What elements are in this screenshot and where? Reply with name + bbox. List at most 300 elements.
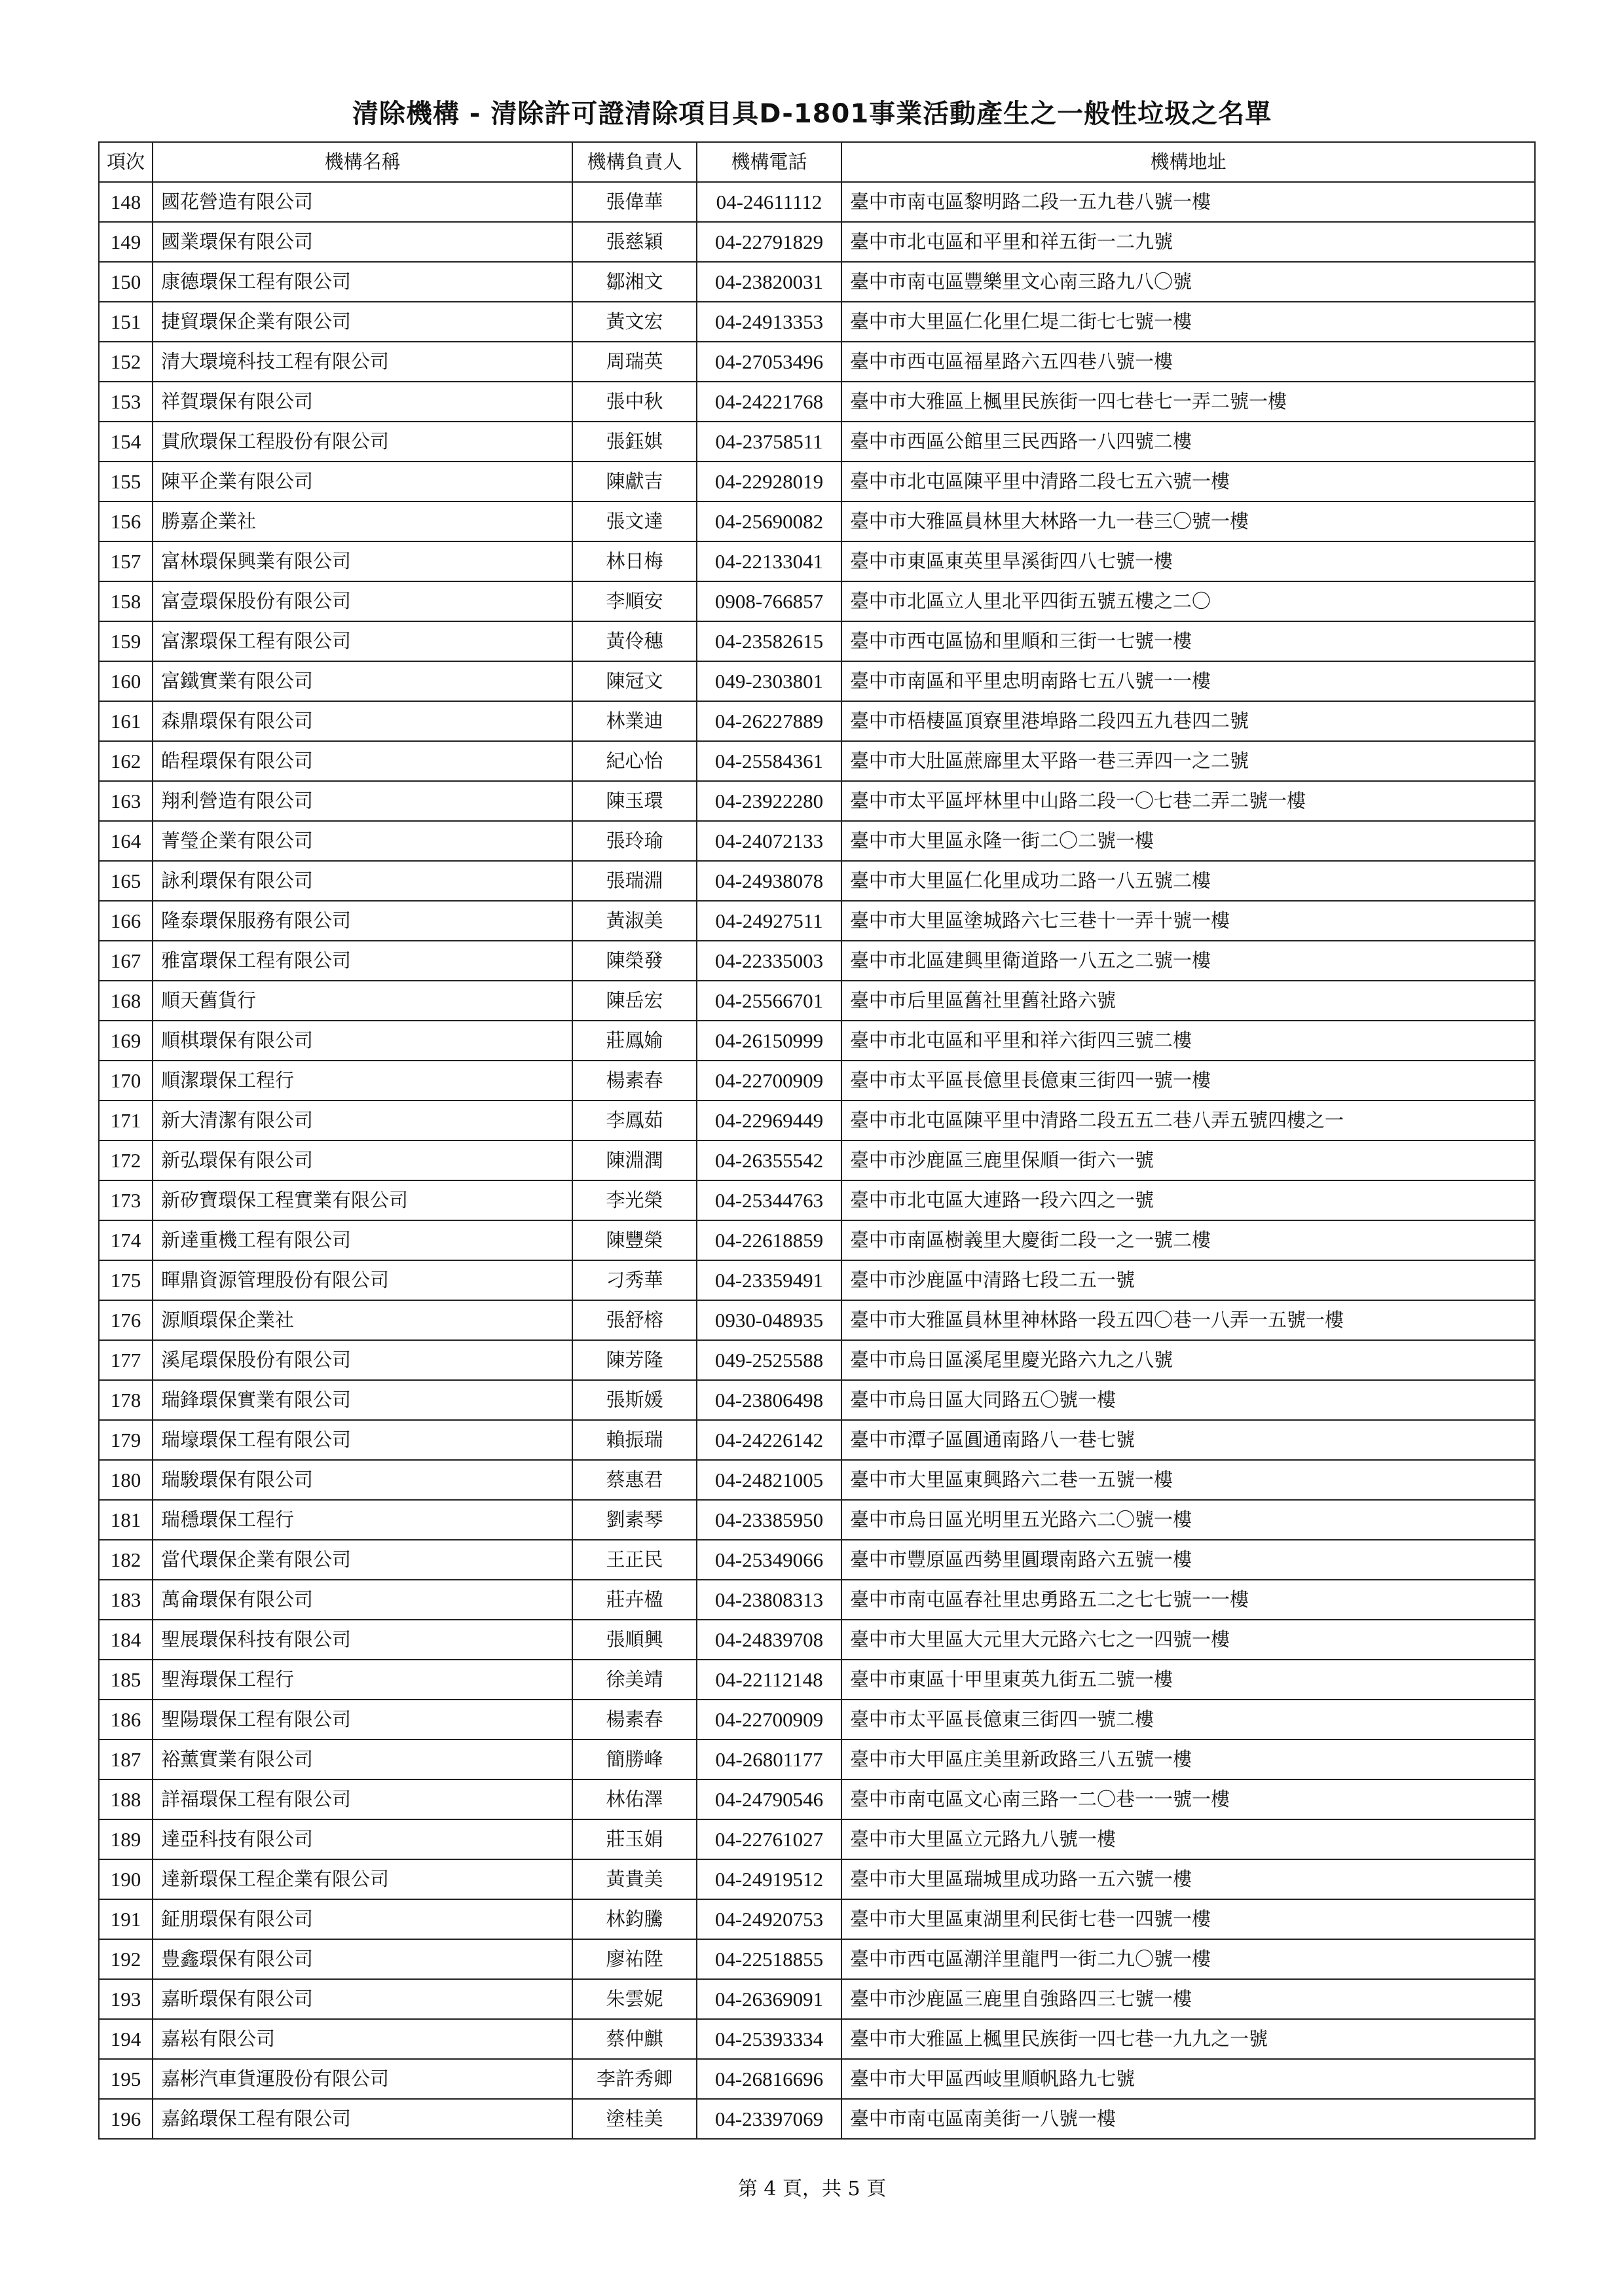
cell-name: 達亞科技有限公司 <box>153 1819 572 1859</box>
cell-address: 臺中市大里區塗城路六七三巷十一弄十號一樓 <box>841 901 1535 941</box>
table-row <box>99 182 1535 222</box>
cell-no: 163 <box>99 781 153 821</box>
table-row <box>99 1101 1535 1140</box>
cell-person: 陳岳宏 <box>572 981 697 1021</box>
cell-person: 陳淵潤 <box>572 1140 697 1180</box>
cell-address: 臺中市東區東英里旱溪街四八七號一樓 <box>841 541 1535 581</box>
cell-address: 臺中市烏日區大同路五〇號一樓 <box>841 1380 1535 1420</box>
cell-address: 臺中市大里區仁化里仁堤二街七七號一樓 <box>841 302 1535 342</box>
cell-no: 150 <box>99 262 153 302</box>
cell-person: 陳芳隆 <box>572 1340 697 1380</box>
cell-name: 富壹環保股份有限公司 <box>153 581 572 621</box>
cell-name: 嘉銘環保工程有限公司 <box>153 2099 572 2139</box>
cell-address: 臺中市大里區仁化里成功二路一八五號二樓 <box>841 861 1535 901</box>
table-row <box>99 501 1535 541</box>
cell-person: 廖祐陞 <box>572 1939 697 1979</box>
cell-address: 臺中市豐原區西勢里圓環南路六五號一樓 <box>841 1540 1535 1580</box>
cell-name: 聖陽環保工程有限公司 <box>153 1700 572 1740</box>
cell-no: 159 <box>99 621 153 661</box>
cell-phone: 04-23582615 <box>697 621 841 661</box>
table-row <box>99 1899 1535 1939</box>
cell-name: 富林環保興業有限公司 <box>153 541 572 581</box>
cell-no: 167 <box>99 941 153 981</box>
cell-address: 臺中市大雅區上楓里民族街一四七巷七一弄二號一樓 <box>841 382 1535 422</box>
cell-name: 貫欣環保工程股份有限公司 <box>153 422 572 462</box>
cell-person: 楊素春 <box>572 1061 697 1101</box>
cell-phone: 04-26816696 <box>697 2059 841 2099</box>
cell-person: 李許秀卿 <box>572 2059 697 2099</box>
cell-person: 莊玉娟 <box>572 1819 697 1859</box>
cell-person: 陳榮發 <box>572 941 697 981</box>
cell-name: 雅富環保工程有限公司 <box>153 941 572 981</box>
cell-no: 180 <box>99 1460 153 1500</box>
cell-no: 196 <box>99 2099 153 2139</box>
cell-person: 李順安 <box>572 581 697 621</box>
table-row <box>99 1180 1535 1220</box>
cell-no: 152 <box>99 342 153 382</box>
cell-person: 黃文宏 <box>572 302 697 342</box>
cell-name: 裕薰實業有限公司 <box>153 1740 572 1779</box>
table-row <box>99 1779 1535 1819</box>
cell-person: 鄒湘文 <box>572 262 697 302</box>
cell-address: 臺中市南區和平里忠明南路七五八號一一樓 <box>841 661 1535 701</box>
cell-phone: 04-22761027 <box>697 1819 841 1859</box>
cell-address: 臺中市南屯區南美街一八號一樓 <box>841 2099 1535 2139</box>
cell-name: 順天舊貨行 <box>153 981 572 1021</box>
table-row <box>99 661 1535 701</box>
table-row <box>99 1859 1535 1899</box>
cell-phone: 04-24920753 <box>697 1899 841 1939</box>
cell-no: 155 <box>99 462 153 501</box>
table-row <box>99 1260 1535 1300</box>
table-row <box>99 901 1535 941</box>
cell-address: 臺中市沙鹿區三鹿里自強路四三七號一樓 <box>841 1979 1535 2019</box>
table-row <box>99 2099 1535 2139</box>
cell-name: 萬侖環保有限公司 <box>153 1580 572 1620</box>
cell-person: 蔡惠君 <box>572 1460 697 1500</box>
cell-phone: 04-23359491 <box>697 1260 841 1300</box>
cell-phone: 04-25393334 <box>697 2019 841 2059</box>
cell-no: 183 <box>99 1580 153 1620</box>
cell-phone: 04-26355542 <box>697 1140 841 1180</box>
header-person: 機構負責人 <box>572 142 697 182</box>
cell-no: 179 <box>99 1420 153 1460</box>
cell-name: 順潔環保工程行 <box>153 1061 572 1101</box>
table-row <box>99 262 1535 302</box>
header-address: 機構地址 <box>841 142 1535 182</box>
cell-address: 臺中市大里區東湖里利民街七巷一四號一樓 <box>841 1899 1535 1939</box>
cell-address: 臺中市西屯區潮洋里龍門一街二九〇號一樓 <box>841 1939 1535 1979</box>
cell-person: 張順興 <box>572 1620 697 1660</box>
cell-address: 臺中市大甲區庄美里新政路三八五號一樓 <box>841 1740 1535 1779</box>
cell-phone: 04-23922280 <box>697 781 841 821</box>
cell-no: 188 <box>99 1779 153 1819</box>
cell-phone: 04-26150999 <box>697 1021 841 1061</box>
cell-person: 黃淑美 <box>572 901 697 941</box>
cell-address: 臺中市潭子區圓通南路八一巷七號 <box>841 1420 1535 1460</box>
cell-person: 張瑞淵 <box>572 861 697 901</box>
cell-no: 191 <box>99 1899 153 1939</box>
cell-name: 新矽寶環保工程實業有限公司 <box>153 1180 572 1220</box>
cell-no: 164 <box>99 821 153 861</box>
cell-name: 森鼎環保有限公司 <box>153 701 572 741</box>
table-row <box>99 1380 1535 1420</box>
cell-phone: 04-24790546 <box>697 1779 841 1819</box>
cell-no: 170 <box>99 1061 153 1101</box>
cell-no: 176 <box>99 1300 153 1340</box>
cell-address: 臺中市北屯區大連路一段六四之一號 <box>841 1180 1535 1220</box>
cell-no: 195 <box>99 2059 153 2099</box>
cell-name: 嘉昕環保有限公司 <box>153 1979 572 2019</box>
cell-phone: 04-22700909 <box>697 1700 841 1740</box>
cell-address: 臺中市大雅區員林里神林路一段五四〇巷一八弄一五號一樓 <box>841 1300 1535 1340</box>
table-row <box>99 1420 1535 1460</box>
cell-no: 177 <box>99 1340 153 1380</box>
cell-address: 臺中市大肚區蔗廍里太平路一巷三弄四一之二號 <box>841 741 1535 781</box>
header-name: 機構名稱 <box>153 142 572 182</box>
cell-no: 148 <box>99 182 153 222</box>
cell-person: 黃貴美 <box>572 1859 697 1899</box>
cell-name: 暉鼎資源管理股份有限公司 <box>153 1260 572 1300</box>
cell-no: 175 <box>99 1260 153 1300</box>
cell-phone: 04-25349066 <box>697 1540 841 1580</box>
table-row <box>99 1220 1535 1260</box>
table-row <box>99 861 1535 901</box>
cell-person: 刁秀華 <box>572 1260 697 1300</box>
table-row <box>99 2059 1535 2099</box>
table-row <box>99 1021 1535 1061</box>
cell-person: 徐美靖 <box>572 1660 697 1700</box>
table-row <box>99 302 1535 342</box>
cell-person: 劉素琴 <box>572 1500 697 1540</box>
table-row <box>99 1819 1535 1859</box>
table-row <box>99 222 1535 262</box>
cell-no: 174 <box>99 1220 153 1260</box>
cell-no: 178 <box>99 1380 153 1420</box>
cell-no: 151 <box>99 302 153 342</box>
table-row <box>99 1979 1535 2019</box>
cell-person: 黃伶穗 <box>572 621 697 661</box>
cell-phone: 04-22700909 <box>697 1061 841 1101</box>
cell-name: 勝嘉企業社 <box>153 501 572 541</box>
cell-person: 莊卉楹 <box>572 1580 697 1620</box>
cell-no: 187 <box>99 1740 153 1779</box>
cell-address: 臺中市太平區長億東三街四一號二樓 <box>841 1700 1535 1740</box>
cell-phone: 04-24611112 <box>697 182 841 222</box>
cell-phone: 04-26227889 <box>697 701 841 741</box>
table-row <box>99 941 1535 981</box>
cell-name: 陳平企業有限公司 <box>153 462 572 501</box>
cell-name: 祥賀環保有限公司 <box>153 382 572 422</box>
cell-phone: 04-23806498 <box>697 1380 841 1420</box>
cell-person: 紀心怡 <box>572 741 697 781</box>
cell-name: 瑞鋒環保實業有限公司 <box>153 1380 572 1420</box>
table-row <box>99 621 1535 661</box>
cell-person: 林鈞騰 <box>572 1899 697 1939</box>
cell-person: 張斯媛 <box>572 1380 697 1420</box>
cell-phone: 04-22518855 <box>697 1939 841 1979</box>
cell-name: 捷貿環保企業有限公司 <box>153 302 572 342</box>
cell-no: 190 <box>99 1859 153 1899</box>
cell-address: 臺中市東區十甲里東英九街五二號一樓 <box>841 1660 1535 1700</box>
table-row <box>99 462 1535 501</box>
table-row <box>99 422 1535 462</box>
cell-address: 臺中市大里區立元路九八號一樓 <box>841 1819 1535 1859</box>
table-row <box>99 1580 1535 1620</box>
cell-person: 蔡仲麒 <box>572 2019 697 2059</box>
table-row <box>99 342 1535 382</box>
cell-phone: 04-22791829 <box>697 222 841 262</box>
cell-no: 173 <box>99 1180 153 1220</box>
cell-name: 當代環保企業有限公司 <box>153 1540 572 1580</box>
cell-no: 162 <box>99 741 153 781</box>
table-row <box>99 1700 1535 1740</box>
cell-phone: 04-24072133 <box>697 821 841 861</box>
table-row <box>99 1500 1535 1540</box>
roster-table <box>98 141 1536 2140</box>
table-row <box>99 1740 1535 1779</box>
cell-address: 臺中市南屯區春社里忠勇路五二之七七號一一樓 <box>841 1580 1535 1620</box>
cell-no: 149 <box>99 222 153 262</box>
cell-no: 156 <box>99 501 153 541</box>
cell-name: 瑞壕環保工程有限公司 <box>153 1420 572 1460</box>
cell-phone: 04-24221768 <box>697 382 841 422</box>
cell-person: 張偉華 <box>572 182 697 222</box>
cell-person: 莊鳳媮 <box>572 1021 697 1061</box>
cell-name: 富鐵實業有限公司 <box>153 661 572 701</box>
cell-person: 王正民 <box>572 1540 697 1580</box>
cell-person: 林業迪 <box>572 701 697 741</box>
table-row <box>99 1540 1535 1580</box>
cell-no: 158 <box>99 581 153 621</box>
cell-name: 順棋環保有限公司 <box>153 1021 572 1061</box>
cell-name: 詠利環保有限公司 <box>153 861 572 901</box>
cell-address: 臺中市北屯區陳平里中清路二段七五六號一樓 <box>841 462 1535 501</box>
cell-name: 新弘環保有限公司 <box>153 1140 572 1180</box>
cell-name: 詳福環保工程有限公司 <box>153 1779 572 1819</box>
cell-person: 張鈺娸 <box>572 422 697 462</box>
cell-no: 165 <box>99 861 153 901</box>
cell-person: 周瑞英 <box>572 342 697 382</box>
cell-phone: 04-24821005 <box>697 1460 841 1500</box>
cell-name: 富潔環保工程有限公司 <box>153 621 572 661</box>
header-no: 項次 <box>99 142 153 182</box>
cell-name: 瑞穩環保工程行 <box>153 1500 572 1540</box>
cell-person: 塗桂美 <box>572 2099 697 2139</box>
cell-address: 臺中市西區公館里三民西路一八四號二樓 <box>841 422 1535 462</box>
cell-person: 楊素春 <box>572 1700 697 1740</box>
cell-name: 聖海環保工程行 <box>153 1660 572 1700</box>
cell-no: 168 <box>99 981 153 1021</box>
cell-address: 臺中市大里區大元里大元路六七之一四號一樓 <box>841 1620 1535 1660</box>
cell-address: 臺中市大里區東興路六二巷一五號一樓 <box>841 1460 1535 1500</box>
cell-name: 嘉彬汽車貨運股份有限公司 <box>153 2059 572 2099</box>
cell-phone: 04-25566701 <box>697 981 841 1021</box>
cell-no: 160 <box>99 661 153 701</box>
table-row <box>99 541 1535 581</box>
table-row <box>99 1460 1535 1500</box>
cell-address: 臺中市大甲區西岐里順帆路九七號 <box>841 2059 1535 2099</box>
table-row <box>99 701 1535 741</box>
cell-no: 169 <box>99 1021 153 1061</box>
cell-no: 166 <box>99 901 153 941</box>
cell-phone: 04-22969449 <box>697 1101 841 1140</box>
cell-person: 張文達 <box>572 501 697 541</box>
cell-phone: 04-24927511 <box>697 901 841 941</box>
cell-no: 154 <box>99 422 153 462</box>
table-row <box>99 741 1535 781</box>
cell-no: 186 <box>99 1700 153 1740</box>
cell-phone: 04-23397069 <box>697 2099 841 2139</box>
cell-address: 臺中市沙鹿區中清路七段二五一號 <box>841 1260 1535 1300</box>
cell-no: 171 <box>99 1101 153 1140</box>
header-phone: 機構電話 <box>697 142 841 182</box>
cell-name: 新達重機工程有限公司 <box>153 1220 572 1260</box>
cell-phone: 04-22928019 <box>697 462 841 501</box>
cell-no: 189 <box>99 1819 153 1859</box>
table-row <box>99 581 1535 621</box>
cell-name: 溪尾環保股份有限公司 <box>153 1340 572 1380</box>
cell-no: 181 <box>99 1500 153 1540</box>
cell-no: 157 <box>99 541 153 581</box>
cell-person: 賴振瑞 <box>572 1420 697 1460</box>
page-title: 清除機構 - 清除許可證清除項目具D-1801事業活動產生之一般性垃圾之名單 <box>352 99 1272 129</box>
header-row <box>99 142 1535 182</box>
cell-name: 清大環境科技工程有限公司 <box>153 342 572 382</box>
cell-person: 李光榮 <box>572 1180 697 1220</box>
cell-no: 153 <box>99 382 153 422</box>
cell-name: 國業環保有限公司 <box>153 222 572 262</box>
cell-name: 康德環保工程有限公司 <box>153 262 572 302</box>
table-row <box>99 821 1535 861</box>
table-row <box>99 2019 1535 2059</box>
cell-person: 張中秋 <box>572 382 697 422</box>
table-row <box>99 781 1535 821</box>
cell-address: 臺中市大里區永隆一街二〇二號一樓 <box>841 821 1535 861</box>
cell-phone: 049-2303801 <box>697 661 841 701</box>
cell-phone: 04-24226142 <box>697 1420 841 1460</box>
cell-person: 林佑澤 <box>572 1779 697 1819</box>
cell-address: 臺中市北屯區和平里和祥六街四三號二樓 <box>841 1021 1535 1061</box>
cell-address: 臺中市北屯區陳平里中清路二段五五二巷八弄五號四樓之一 <box>841 1101 1535 1140</box>
cell-address: 臺中市梧棲區頂寮里港埠路二段四五九巷四二號 <box>841 701 1535 741</box>
cell-address: 臺中市南區樹義里大慶街二段一之一號二樓 <box>841 1220 1535 1260</box>
cell-name: 鉦朋環保有限公司 <box>153 1899 572 1939</box>
cell-phone: 04-23820031 <box>697 262 841 302</box>
cell-phone: 04-24839708 <box>697 1620 841 1660</box>
cell-person: 朱雲妮 <box>572 1979 697 2019</box>
table-row <box>99 1300 1535 1340</box>
cell-address: 臺中市西屯區協和里順和三街一七號一樓 <box>841 621 1535 661</box>
table-row <box>99 1620 1535 1660</box>
cell-address: 臺中市南屯區豐樂里文心南三路九八〇號 <box>841 262 1535 302</box>
cell-phone: 04-23385950 <box>697 1500 841 1540</box>
cell-person: 張玲瑜 <box>572 821 697 861</box>
cell-address: 臺中市沙鹿區三鹿里保順一街六一號 <box>841 1140 1535 1180</box>
cell-person: 張舒榕 <box>572 1300 697 1340</box>
cell-person: 簡勝峰 <box>572 1740 697 1779</box>
cell-phone: 04-25344763 <box>697 1180 841 1220</box>
table-row <box>99 382 1535 422</box>
cell-address: 臺中市北屯區和平里和祥五街一二九號 <box>841 222 1535 262</box>
cell-no: 182 <box>99 1540 153 1580</box>
cell-phone: 04-27053496 <box>697 342 841 382</box>
cell-phone: 04-22335003 <box>697 941 841 981</box>
cell-person: 陳豐榮 <box>572 1220 697 1260</box>
cell-address: 臺中市烏日區溪尾里慶光路六九之八號 <box>841 1340 1535 1380</box>
cell-name: 隆泰環保服務有限公司 <box>153 901 572 941</box>
cell-name: 聖展環保科技有限公司 <box>153 1620 572 1660</box>
cell-phone: 04-24919512 <box>697 1859 841 1899</box>
cell-no: 184 <box>99 1620 153 1660</box>
cell-person: 陳獻吉 <box>572 462 697 501</box>
cell-address: 臺中市大雅區上楓里民族街一四七巷一九九之一號 <box>841 2019 1535 2059</box>
cell-person: 李鳳茹 <box>572 1101 697 1140</box>
cell-no: 192 <box>99 1939 153 1979</box>
cell-phone: 04-22618859 <box>697 1220 841 1260</box>
cell-phone: 04-22133041 <box>697 541 841 581</box>
cell-address: 臺中市太平區長億里長億東三街四一號一樓 <box>841 1061 1535 1101</box>
cell-address: 臺中市大里區瑞城里成功路一五六號一樓 <box>841 1859 1535 1899</box>
cell-phone: 04-23808313 <box>697 1580 841 1620</box>
cell-name: 國花營造有限公司 <box>153 182 572 222</box>
cell-address: 臺中市南屯區黎明路二段一五九巷八號一樓 <box>841 182 1535 222</box>
cell-phone: 049-2525588 <box>697 1340 841 1380</box>
table-row <box>99 1340 1535 1380</box>
cell-person: 張慈穎 <box>572 222 697 262</box>
cell-phone: 04-25584361 <box>697 741 841 781</box>
cell-phone: 04-26801177 <box>697 1740 841 1779</box>
cell-address: 臺中市后里區舊社里舊社路六號 <box>841 981 1535 1021</box>
cell-phone: 0930-048935 <box>697 1300 841 1340</box>
cell-address: 臺中市大雅區員林里大林路一九一巷三〇號一樓 <box>841 501 1535 541</box>
cell-address: 臺中市西屯區福星路六五四巷八號一樓 <box>841 342 1535 382</box>
cell-no: 172 <box>99 1140 153 1180</box>
cell-phone: 04-24938078 <box>697 861 841 901</box>
table-row <box>99 1140 1535 1180</box>
cell-no: 194 <box>99 2019 153 2059</box>
cell-no: 161 <box>99 701 153 741</box>
cell-name: 翔利營造有限公司 <box>153 781 572 821</box>
cell-name: 瑞駿環保有限公司 <box>153 1460 572 1500</box>
table-row <box>99 1061 1535 1101</box>
roster-body <box>99 182 1535 2139</box>
cell-name: 源順環保企業社 <box>153 1300 572 1340</box>
cell-person: 陳冠文 <box>572 661 697 701</box>
cell-address: 臺中市南屯區文心南三路一二〇巷一一號一樓 <box>841 1779 1535 1819</box>
cell-name: 豊鑫環保有限公司 <box>153 1939 572 1979</box>
cell-address: 臺中市北區立人里北平四街五號五樓之二〇 <box>841 581 1535 621</box>
cell-name: 嘉崧有限公司 <box>153 2019 572 2059</box>
cell-phone: 04-22112148 <box>697 1660 841 1700</box>
table-row <box>99 981 1535 1021</box>
table-row <box>99 1939 1535 1979</box>
cell-no: 193 <box>99 1979 153 2019</box>
cell-name: 新大清潔有限公司 <box>153 1101 572 1140</box>
cell-phone: 04-24913353 <box>697 302 841 342</box>
cell-no: 185 <box>99 1660 153 1700</box>
cell-phone: 04-25690082 <box>697 501 841 541</box>
cell-address: 臺中市北區建興里衛道路一八五之二號一樓 <box>841 941 1535 981</box>
table-row <box>99 1660 1535 1700</box>
cell-name: 皓程環保有限公司 <box>153 741 572 781</box>
cell-name: 菁瑩企業有限公司 <box>153 821 572 861</box>
cell-person: 陳玉環 <box>572 781 697 821</box>
cell-address: 臺中市烏日區光明里五光路六二〇號一樓 <box>841 1500 1535 1540</box>
cell-phone: 04-23758511 <box>697 422 841 462</box>
cell-name: 達新環保工程企業有限公司 <box>153 1859 572 1899</box>
cell-phone: 04-26369091 <box>697 1979 841 2019</box>
